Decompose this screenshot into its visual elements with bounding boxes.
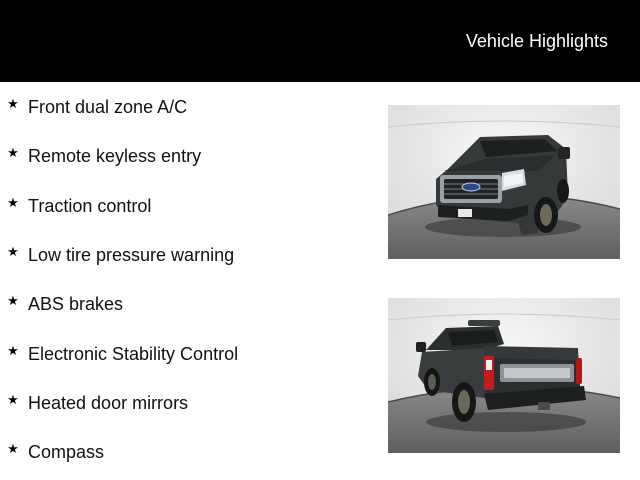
feature-item — [6, 243, 234, 267]
star-icon: ★ — [7, 244, 19, 259]
feature-item — [6, 391, 188, 415]
feature-item — [6, 194, 151, 218]
header-bar — [0, 0, 640, 82]
truck-front-image — [388, 105, 620, 259]
feature-item — [6, 292, 123, 316]
feature-label: Front dual zone A/C — [28, 97, 188, 117]
feature-label: Remote keyless entry — [28, 146, 202, 166]
feature-item — [6, 440, 104, 464]
star-icon: ★ — [7, 343, 19, 358]
feature-label: Low tire pressure warning — [28, 245, 235, 265]
star-icon: ★ — [7, 96, 19, 111]
feature-label: Traction control — [28, 196, 152, 216]
star-icon: ★ — [7, 441, 19, 456]
feature-item — [6, 144, 201, 168]
feature-label: Heated door mirrors — [28, 393, 189, 413]
star-icon: ★ — [7, 145, 19, 160]
star-icon: ★ — [7, 392, 19, 407]
truck-front-photo[interactable] — [388, 105, 620, 259]
truck-rear-photo[interactable] — [388, 298, 620, 453]
star-icon: ★ — [7, 195, 19, 210]
truck-rear-image — [388, 298, 620, 453]
feature-item — [6, 95, 187, 119]
page-title: Vehicle Highlights — [465, 31, 608, 51]
feature-label: Compass — [28, 442, 105, 462]
star-icon: ★ — [7, 293, 19, 308]
feature-item — [6, 342, 238, 366]
feature-label: ABS brakes — [28, 294, 124, 314]
feature-label: Electronic Stability Control — [28, 344, 239, 364]
